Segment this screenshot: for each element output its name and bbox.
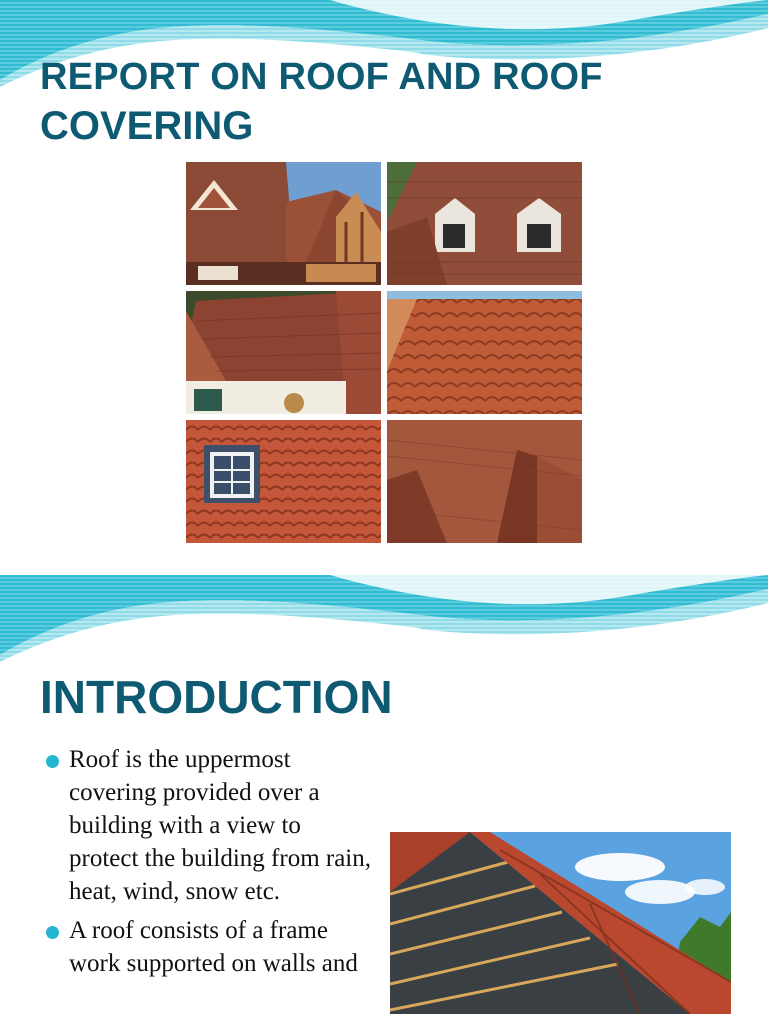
header-wave-decoration xyxy=(0,575,768,665)
introduction-title: INTRODUCTION xyxy=(40,671,393,723)
bullet-list xyxy=(46,743,376,986)
slide-title-line1: REPORT ON ROOF AND ROOF xyxy=(40,56,603,98)
dormer-window-roof-photo xyxy=(186,420,381,543)
slide-title-line2: COVERING xyxy=(40,104,254,148)
gabled-tile-roof-photo xyxy=(186,162,381,285)
bullet-text: A roof consists of a frame work supported on walls and xyxy=(69,917,358,977)
slide-separator xyxy=(0,555,768,575)
roof-photo-grid xyxy=(186,162,582,531)
hipped-tile-roof-photo xyxy=(186,291,381,414)
bullet-text: Roof is the uppermost covering provided over a building with a view to protect the building from rain, heat, wind, snow etc. xyxy=(69,746,372,905)
dormer-tile-roof-photo xyxy=(387,162,582,285)
bullet-item xyxy=(46,914,376,980)
roof-ridge-photo xyxy=(387,420,582,543)
introduction-slide xyxy=(0,575,768,1024)
bullet-item xyxy=(46,743,376,908)
bullet-icon xyxy=(46,926,59,939)
pantile-roof-closeup-photo xyxy=(387,291,582,414)
roof-under-construction-photo xyxy=(390,832,731,1014)
bullet-icon xyxy=(46,755,59,768)
